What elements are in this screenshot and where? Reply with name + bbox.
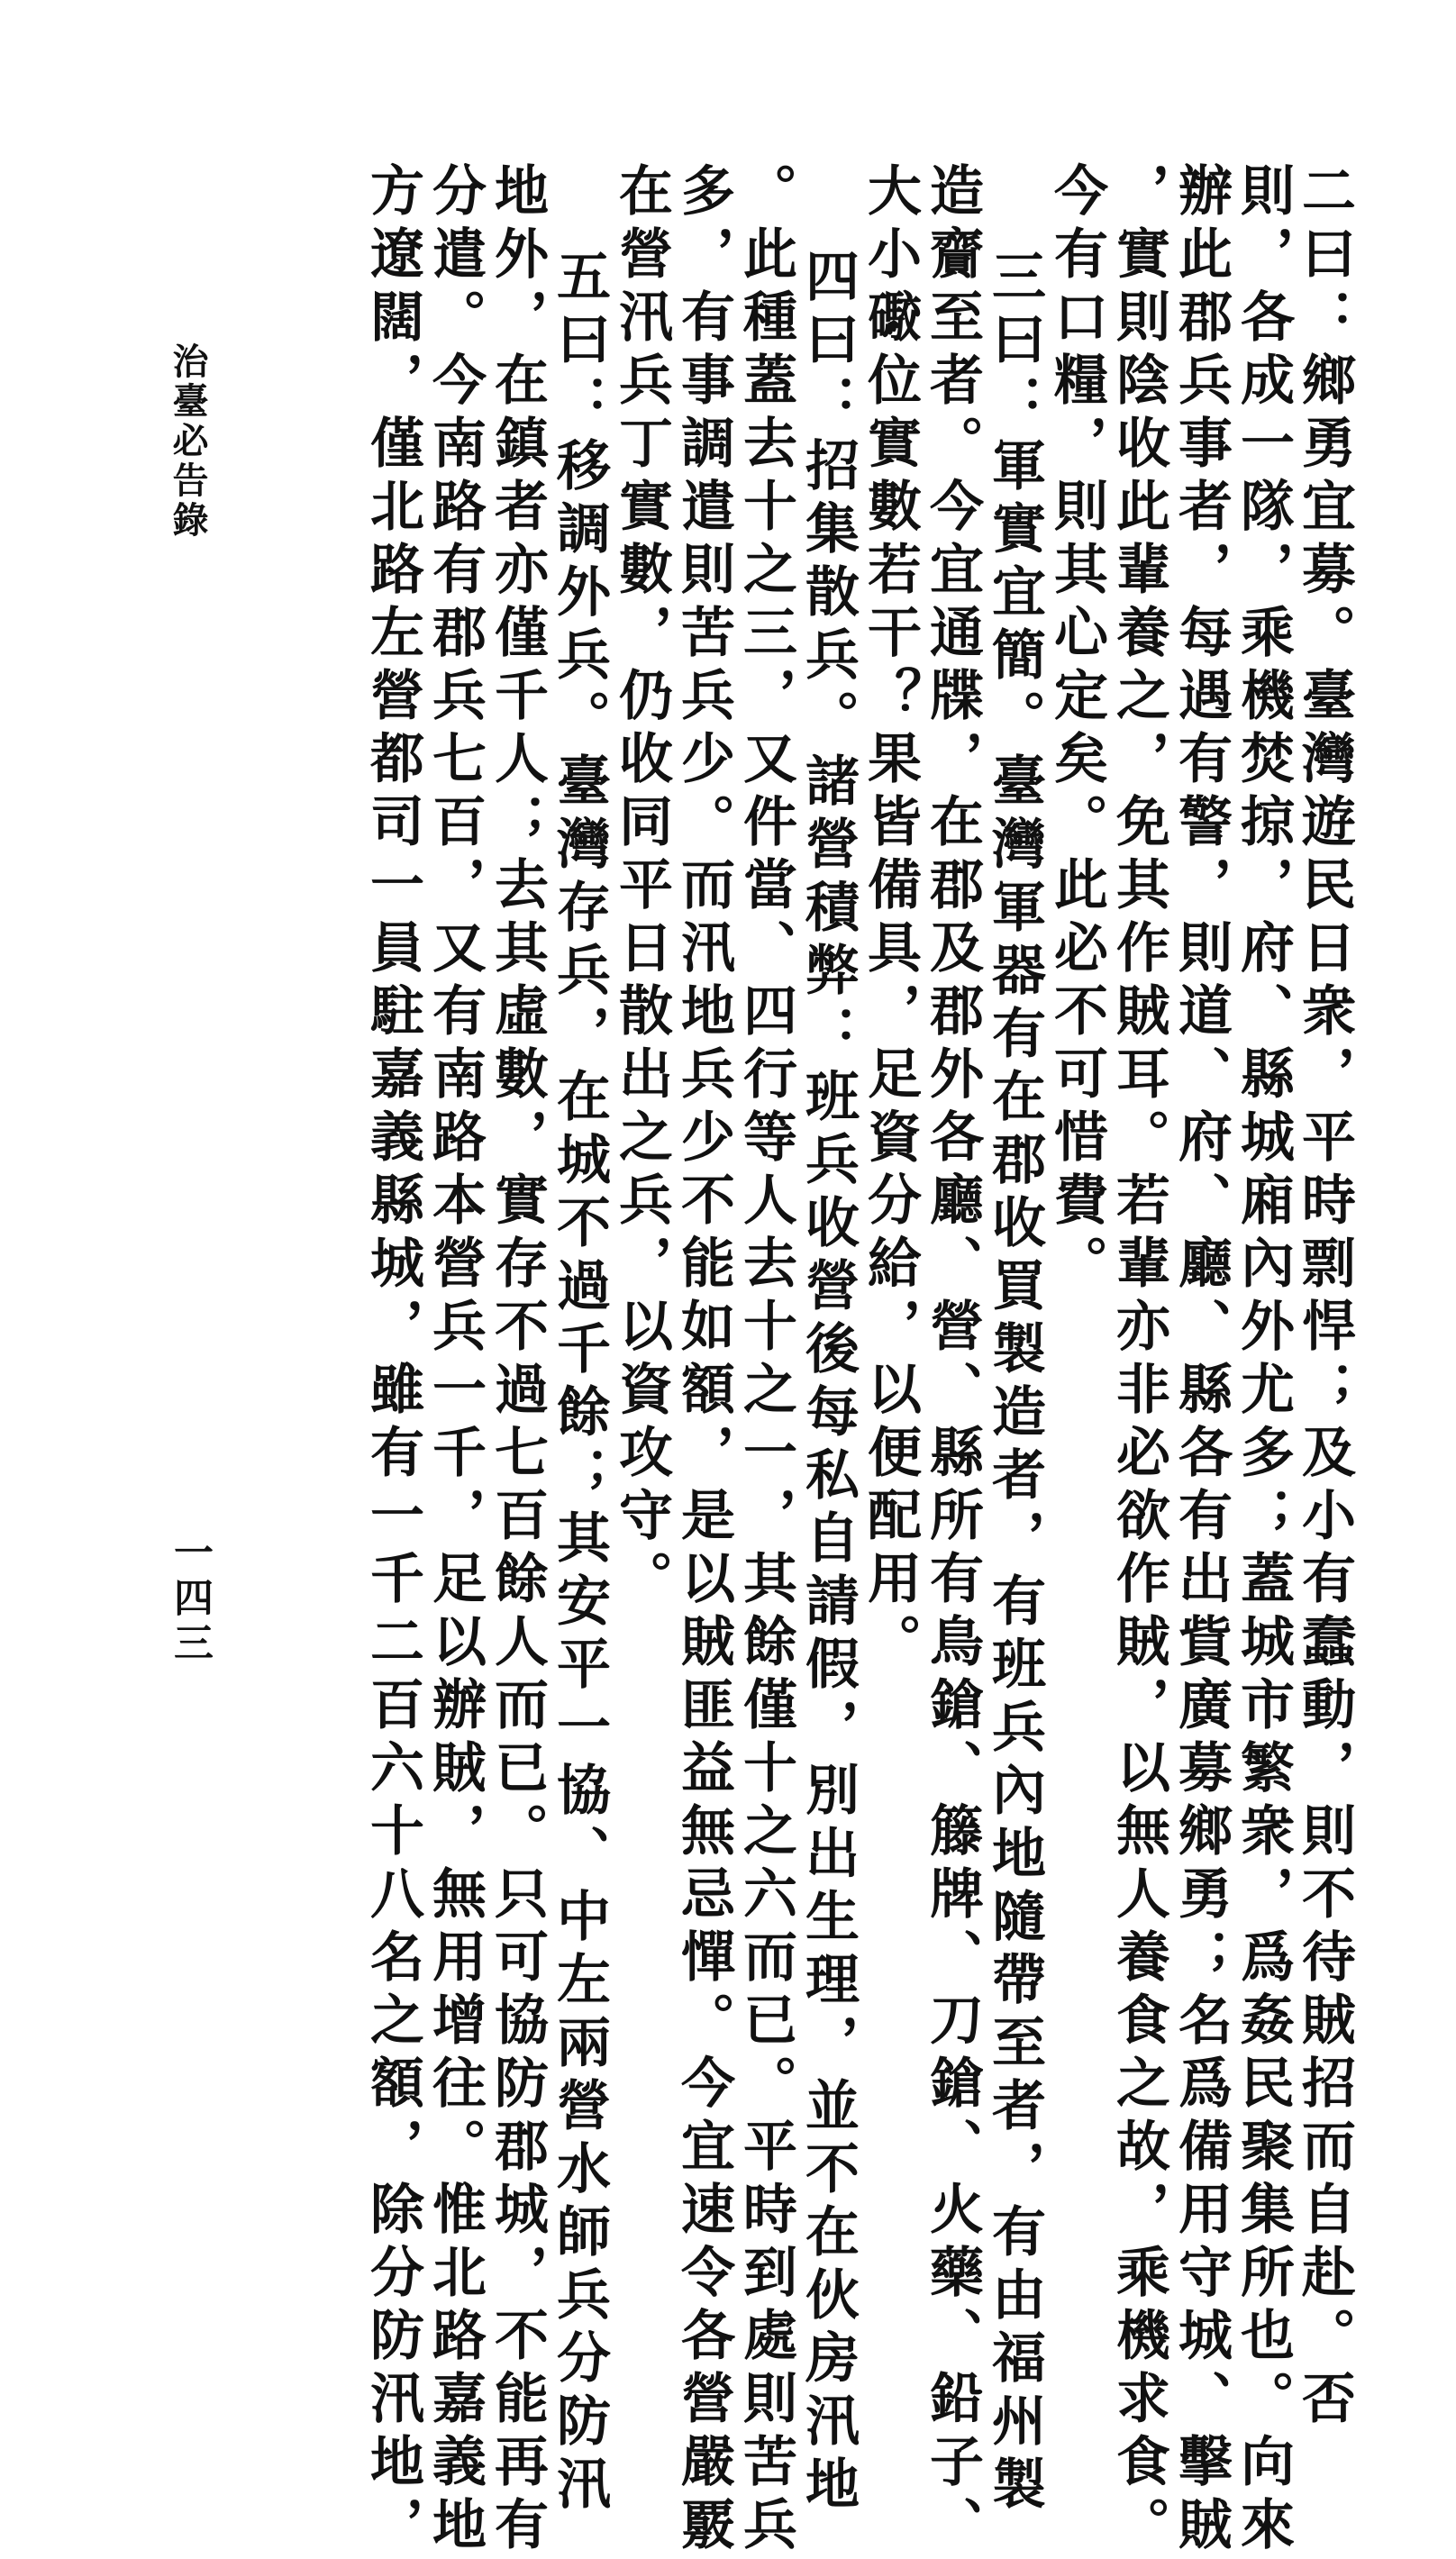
text-column: 三曰：軍實宜簡。臺灣軍器有在郡收買製造者，有班兵內地隨帶至者，有由福州製 — [983, 248, 1046, 2518]
text-column: 大小礮位實數若干？果皆備具，足資分給，以便配用。 — [859, 162, 922, 1676]
running-title: 治臺必告錄 — [167, 342, 209, 541]
text-column: 方遼闊，僅北路左營都司一員駐嘉義縣城，雖有一千二百六十八名之額，除分防汛地， — [361, 162, 424, 2559]
text-column: 在營汛兵丁實數，仍收同平日散出之兵，以資攻守。 — [610, 162, 673, 1613]
text-column: 二曰：鄉勇宜募。臺灣遊民日衆，平時剽悍；及小有蠢動，則不待賊招而自赴。否 — [1293, 162, 1356, 2433]
text-column: 則，各成一隊，乘機焚掠，府、縣城廂內外尤多；蓋城市繁衆，爲姦民聚集所也。向來 — [1232, 162, 1295, 2559]
text-column: ，實則陰收此輩養之，免其作賊耳。若輩亦非必欲作賊，以無人養食之故，乘機求食。 — [1107, 162, 1170, 2559]
text-column: 造齎至者。今宜通牒，在郡及郡外各廳、營、縣所有鳥鎗、籐牌、刀鎗、火藥、鉛子、 — [921, 162, 984, 2559]
text-column: 今有口糧，則其心定矣。此必不可惜費。 — [1045, 162, 1108, 1298]
text-column: 四曰：招集散兵。諸營積弊：班兵收營後每私自請假，別出生理，並不在伙房汛地 — [796, 248, 860, 2518]
text-column: 分遣。今南路有郡兵七百，又有南路本營兵一千，足以辦賊，無用增往。惟北路嘉義地 — [423, 162, 487, 2559]
text-column: 辦此郡兵事者，每遇有警，則道、府、廳、縣各有出貲廣募鄉勇；名爲備用守城、擊賊 — [1169, 162, 1233, 2559]
text-column: 地外，在鎮者亦僅千人；去其虛數，實存不過七百餘人而已。只可協防郡城，不能再有 — [486, 162, 549, 2559]
page-number: 一四三 — [167, 1532, 213, 1667]
text-column: 多，有事調遣則苦兵少。而汛地兵少不能如額，是以賊匪益無忌憚。今宜速令各營嚴覈 — [672, 162, 735, 2559]
text-column: 。此種蓋去十之三，又件當、四行等人去十之一，其餘僅十之六而已。平時到處則苦兵 — [734, 162, 797, 2559]
text-column: 五曰：移調外兵。臺灣存兵，在城不過千餘；其安平一協、中左兩營水師兵分防汛 — [548, 248, 611, 2518]
